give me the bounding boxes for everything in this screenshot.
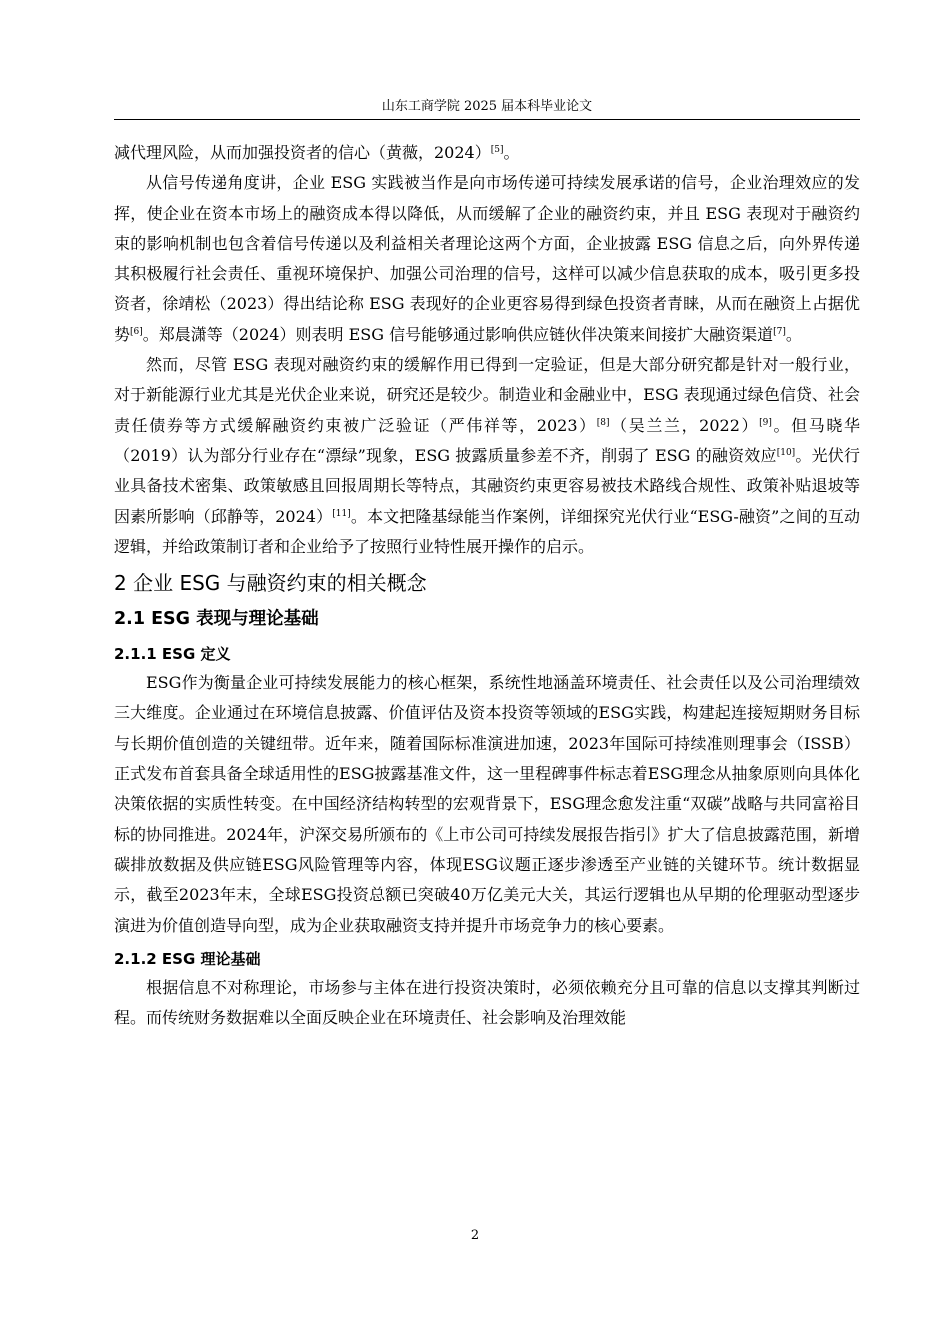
citation-8: [8] <box>596 417 610 428</box>
chapter-heading: 2 企业 ESG 与融资约束的相关概念 <box>114 571 427 596</box>
paragraph-3 <box>114 350 860 562</box>
citation-5: [5] <box>490 145 504 155</box>
running-header: 山东工商学院 2025 届本科毕业论文 <box>381 99 593 114</box>
paragraph-2 <box>114 168 860 350</box>
subsection-heading-esg-theory: 2.1.2 ESG 理论基础 <box>114 949 261 968</box>
paragraph-1-end: 。 <box>503 143 520 162</box>
citation-10: [10] <box>776 447 796 458</box>
paragraph-2-text-c: 。 <box>785 324 802 344</box>
paragraph-3-text-b: （吴兰兰，2022） <box>609 415 760 435</box>
paragraph-2-text-b: 。郑晨潇等（2024）则表明 ESG 信号能够通过影响供应链伙伴决策来间接扩大融资渠道 <box>142 324 774 344</box>
page-number: 2 <box>470 1228 480 1243</box>
paragraph-3-text-c: 。但马晓华（2019）认为部分行业存在“漂绿”现象，ESG 披露质量参差不齐，削弱了 ESG 的融资效应 <box>114 415 860 465</box>
paragraph-1 <box>114 138 860 168</box>
paragraph-5: 根据信息不对称理论，市场参与主体在进行投资决策时，必须依赖充分且可靠的信息以支撑其判断过程。而传统财务数据难以全面反映企业在环境责任、社会影响及治理效能 <box>114 977 860 1028</box>
paragraph-3-text-a: 然而，尽管 ESG 表现对融资约束的缓解作用已得到一定验证，但是大部分研究都是针对一般行业，对于新能源行业尤其是光伏企业来说，研究还是较少。制造业和金融业中，ESG 表现通过绿色信贷、社会责任债券等方式缓解融资约束被广泛验证（严伟祥等，2023） <box>114 355 860 435</box>
subsection-heading-esg-definition: 2.1.1 ESG 定义 <box>114 645 231 664</box>
paragraph-4: ESG作为衡量企业可持续发展能力的核心框架，系统性地涵盖环境责任、社会责任以及公司治理绩效三大维度。企业通过在环境信息披露、价值评估及资本投资等领域的ESG实践，构建起连接短期财务目标与长期价值创造的关键纽带。近年来，随着国际标准演进加速，2023年国际可持续准则理事会（ISSB）正式发布首套具备全球适用性的ESG披露基准文件，这一里程碑事件标志着ESG理念从抽象原则向具体化决策依据的实质性转变。在中国经济结构转型的宏观背景下，ESG理念愈发注重“双碳”战略与共同富裕目标的协同推进。2024年，沪深交易所颁布的《上市公司可持续发展报告指引》扩大了信息披露范围，新增碳排放数据及供应链ESG风险管理等内容，体现ESG议题正逐步渗透至产业链的关键环节。统计数据显示，截至2023年末，全球ESG投资总额已突破40万亿美元大关，其运行逻辑也从早期的伦理驱动型逐步演进为价值创造导向型，成为企业获取融资支持并提升市场竞争力的核心要素。 <box>114 673 860 935</box>
paragraph-2-text-a: 从信号传递角度讲，企业 ESG 实践被当作是向市场传递可持续发展承诺的信号，企业治理效应的发挥，使企业在资本市场上的融资成本得以降低，从而缓解了企业的融资约束，并且 ESG 表现对于融资约束的影响机制也包含着信号传递以及利益相关者理论这两个方面，企业披露 ESG 信息之后，向外界传递其积极履行社会责任、重视环境保护、加强公司治理的信号，这样可以减少信息获取的成本，吸引更多投资者，徐靖松（2023）得出结论称 ESG 表现好的企业更容易得到绿色投资者青睐，从而在融资上占据优势 <box>114 173 860 344</box>
paragraph-1-text: 减代理风险，从而加强投资者的信心（黄薇，2024） <box>114 143 491 162</box>
paragraph-3-text-d: 。光伏行业具备技术密集、政策敏感且回报周期长等特点，其融资约束更容易被技术路线合规性、政策补贴退坡等因素所影响（邱静等，2024） <box>114 445 860 526</box>
paragraph-3-text-e: 。本文把隆基绿能当作案例，详细探究光伏行业“ESG-融资”之间的互动逻辑，并给政策制订者和企业给予了按照行业特性展开操作的启示。 <box>114 506 860 556</box>
header-rule <box>114 119 860 120</box>
citation-11: [11] <box>332 508 351 519</box>
citation-6: [6] <box>130 326 143 337</box>
page-body <box>114 138 860 1033</box>
citation-7: [7] <box>773 326 786 337</box>
citation-9: [9] <box>759 417 772 428</box>
section-heading: 2.1 ESG 表现与理论基础 <box>114 609 319 630</box>
